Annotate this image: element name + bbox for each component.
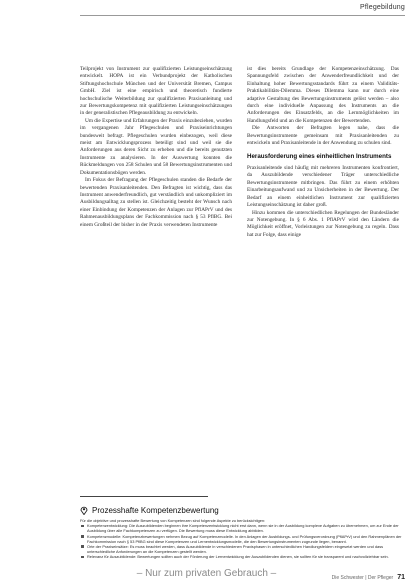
page-number: 71 xyxy=(397,574,405,581)
info-box-title: Prozesshafte Kompetenzbewertung xyxy=(92,506,219,515)
page-footer xyxy=(332,574,405,581)
right-column xyxy=(247,66,399,239)
body-paragraph: Die Antworten der Befragten legen nahe, dass die Bewertungsinstrumente gemeinsam mit Praxisanleitenden zu entwickeln und Praxisanleitende in der Anwendung zu schulen sind. xyxy=(247,125,399,147)
list-item: Relevanz für Auszubildende: Bewertungen sollten auch der Förderung der Lernentwicklung der Auszubildenden dienen, sie sollten für sie transparent und nachvollziehbar sein. xyxy=(87,554,405,559)
info-box-list xyxy=(80,523,405,559)
list-item: Orte der Praxiseinsätze: Es muss beachtet werden, dass Auszubildende in verschiedenen Praxisphasen in unterschiedlichen Handlungsfeldern eingesetzt werden und dass unterschiedliche Anforderungen an die Kompetenzen gestellt werden. xyxy=(87,544,405,554)
watermark-text: – Nur zum privaten Gebrauch – xyxy=(136,568,277,579)
body-paragraph: Um die Expertise und Erfahrungen der Praxis einzubeziehen, wurden im vergangenen Jahr Pflegeschulen und Praxiseinrichtungen bundesweit befragt. Pflegeschulen wurden einbezogen, weil diese meist am Entwicklungsprozess beteiligt sind und weil sie die Anforderungen aus deren Sicht zu erheben und die bereits genutzten Instrumente zu analysieren. In der Auswertung konnten die Rückmeldungen von 258 Schulen und 58 Bewertungsinstrumenten und Dokumentationsbögen werden. xyxy=(80,117,232,176)
list-item: Kompetenzmodelle: Kompetenzbewertungen nehmen Bezug auf Kompetenzmodelle. In den Anlagen der Ausbildungs- und Prüfungsverordnung (PflAPrV) und den Rahmenplänen der Fachkommission nach § 53 PflBG sind diese Kompetenzen und Lernentwicklungsmodelle, die den Bewertungsinstrumenten zugrunde liegen, benannt. xyxy=(87,534,405,544)
info-box-header xyxy=(80,506,405,515)
info-box-intro: Für die objektive und prozesshafte Bewertung von Kompetenzen sind folgende Aspekte zu berücksichtigen: xyxy=(80,518,266,523)
location-pin-icon xyxy=(80,506,88,515)
body-paragraph: Hinzu kommen die unterschiedlichen Regelungen der Bundesländer zur Notengebung. In § 6 Abs. 1 PflAPrV wird den Ländern die Möglichkeit eröffnet, Vorleistungen zur Notengebung zu regeln. Dass hat zur Folge, dass einige xyxy=(247,209,399,238)
subsection-heading: Herausforderung eines einheitlichen Instruments xyxy=(247,153,392,161)
journal-name: Die Schwester | Der Pfleger xyxy=(331,575,394,581)
body-paragraph: Teilprojekt von Instrument zur qualifizierten Leistungseinschätzung entwickelt. HOPA ist ein Verbundprojekt der Katholischen Stiftungshochschule München und der Universität Bremen, Campus GmbH. Ziel ist eine empirisch und theoretisch fundierte hochschulische Weiterbildung zur qualifizierten Praxisanleitung und zur Bewertungskompetenz mit qualifizierten Leistungseinschätzungen in der generalistischen Pflegeausbildung zu entwickeln. xyxy=(80,66,232,117)
section-header: Pflegebildung xyxy=(359,4,405,11)
header-rule xyxy=(80,15,405,16)
list-item: Kompetenzentwicklung: Die Auszubildenden beginnen ihre Kompetenzentwicklung nicht erst dann, wenn sie in der Ausbildung komplexe Aufgaben zu übernehmen, um zur Ende der Ausbildung über alle Fachkompetenzen zu verfügen. Die Bewertung muss diese Entwicklung abbilden. xyxy=(87,523,405,533)
left-column xyxy=(80,66,232,229)
body-paragraph: Im Fokus der Befragung der Pflegeschulen standen die Bedarfe der bewertenden Praxisanleitenden. Den Befragten ist wichtig, dass das Instrument anwenderfreundlich, gut verständlich und unkompliziert im Ausbildungsalltag zu stellen ist. Gleichzeitig besteht der Wunsch nach einer Einbindung der Kompetenzen der Anlagen zur PflAPrV und des Rahmenausbildungsplans der Fachkommission nach § 53 PflBG. Bei einem Großteil der bisher in der Praxis verwendeten Instrumente xyxy=(80,177,232,228)
body-paragraph: Praxisanleitende sind häufig mit mehreren Instrumenten konfrontiert, da Auszubildende verschiedener Träger unterschiedliche Bewertungsinstrumente mitbringen. Das führt zu einem erhöhten Einarbeitungsaufwand und zu Unsicherheiten in der Bewertung. Der Bedarf an einem einheitlichen Instrument zur qualifizierten Leistungseinschätzung ist daher groß. xyxy=(247,165,399,209)
info-box xyxy=(80,506,405,560)
body-paragraph: ist dies bereits Grundlage der Kompetenzeinschätzung. Das Spannungsfeld zwischen der Anwenderfreundlichkeit und der Einhaltung hoher Bewertungsstandards führt zu einem Validitäts-Praktikabilitäts-Dilemma. Dieses Dilemma kann nur durch eine adaptive Gestaltung des Bewertungsinstruments gelöst werden – also durch eine individuelle Anpassung des Instruments an die Anforderungen des Einsatzfelds, an die Lernmöglichkeiten im Handlungsfeld und an die Kompetenzen der Bewertenden. xyxy=(247,66,399,124)
box-divider xyxy=(80,496,208,497)
